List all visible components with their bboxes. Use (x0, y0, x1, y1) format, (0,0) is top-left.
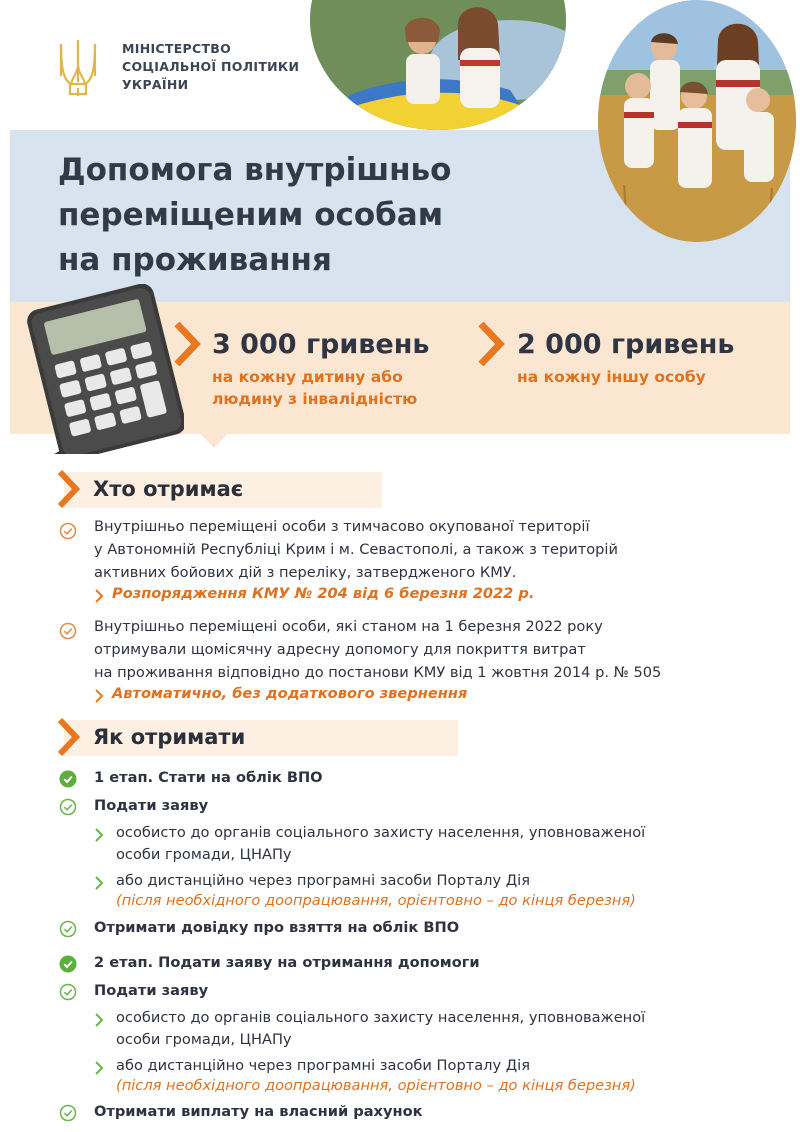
chevron-right-icon (94, 828, 104, 842)
stage-2-apply: Подати заяву (94, 982, 209, 999)
page-title (58, 148, 451, 283)
amount-children-value: 3 000 гривень (212, 329, 430, 360)
chevron-right-icon (94, 589, 104, 603)
check-circle-filled-icon (59, 955, 77, 973)
amount-others-value: 2 000 гривень (517, 329, 735, 360)
header (0, 0, 800, 300)
chevron-right-icon (94, 1013, 104, 1027)
check-circle-filled-icon (59, 770, 77, 788)
ministry-line-1: МІНІСТЕРСТВО (122, 41, 232, 56)
who-heading: Хто отримає (93, 477, 244, 501)
who-item-2-note: Автоматично, без додаткового звернення (112, 685, 468, 702)
stage-2-opt-1-line-2: особи громади, ЦНАПу (116, 1031, 292, 1048)
check-circle-outline-icon (59, 920, 77, 938)
stage-1-opt-2: або дистанційно через програмні засоби Порталу Дія (116, 872, 530, 889)
trident-logo (55, 36, 101, 100)
chevron-right-icon (94, 876, 104, 890)
who-item-1-note: Розпорядження КМУ № 204 від 6 березня 2022 р. (112, 585, 535, 602)
stage-1-opt-1-line-1: особисто до органів соціального захисту населення, уповноваженої (116, 824, 646, 841)
check-circle-outline-icon (59, 1104, 77, 1122)
ministry-line-3: УКРАЇНИ (122, 77, 189, 92)
title-line-2: переміщеним особам (58, 197, 444, 233)
stage-1-apply: Подати заяву (94, 797, 209, 814)
chevron-right-icon (94, 1061, 104, 1075)
check-circle-outline-icon (59, 622, 77, 640)
how-heading: Як отримати (93, 725, 246, 749)
stage-2-opt-2: або дистанційно через програмні засоби Порталу Дія (116, 1057, 530, 1074)
chevron-right-icon (172, 320, 202, 368)
who-item-1-line-1: Внутрішньо переміщені особи з тимчасово окупованої території (94, 518, 590, 535)
stage-1-title: 1 етап. Стати на облік ВПО (94, 769, 323, 786)
chevron-right-icon (94, 689, 104, 703)
who-item-1-line-2: у Автономній Республіці Крим і м. Севастополі, а також з територій (94, 541, 618, 558)
chevron-right-icon (476, 320, 506, 368)
stage-1-final: Отримати довідку про взяття на облік ВПО (94, 919, 460, 936)
who-item-2-line-2: отримували щомісячну адресну допомогу для покриття витрат (94, 641, 586, 658)
amount-children-desc-1: на кожну дитину або (212, 368, 403, 386)
check-circle-outline-icon (59, 798, 77, 816)
chevron-right-icon (56, 468, 82, 510)
check-circle-outline-icon (59, 983, 77, 1001)
amount-children-desc-2: людину з інвалідністю (212, 390, 418, 408)
chevron-right-icon (56, 716, 82, 758)
ministry-line-2: СОЦІАЛЬНОЇ ПОЛІТИКИ (122, 59, 300, 74)
calculator-icon (14, 284, 184, 454)
stage-1-opt-1-line-2: особи громади, ЦНАПу (116, 846, 292, 863)
stage-1-opt-2-note: (після необхідного доопрацювання, орієнтовно – до кінця березня) (116, 892, 636, 909)
who-item-2-line-3: на проживання відповідно до постанови КМУ від 1 жовтня 2014 р. № 505 (94, 664, 662, 681)
amount-children (212, 329, 429, 410)
stage-2-title: 2 етап. Подати заяву на отримання допомоги (94, 954, 480, 971)
photo-family-wheat (598, 0, 796, 242)
who-item-2-line-1: Внутрішньо переміщені особи, які станом на 1 березня 2022 року (94, 618, 603, 635)
check-circle-outline-icon (59, 522, 77, 540)
stage-2-final: Отримати виплату на власний рахунок (94, 1103, 423, 1120)
amount-others (517, 329, 734, 388)
who-item-1-line-3: активних бойових дій з переліку, затвердженого КМУ. (94, 564, 517, 581)
title-line-3: на проживання (58, 242, 332, 278)
ministry-name (122, 40, 299, 94)
stage-2-opt-2-note: (після необхідного доопрацювання, орієнтовно – до кінця березня) (116, 1077, 636, 1094)
title-line-1: Допомога внутрішньо (58, 152, 452, 188)
amount-others-desc-1: на кожну іншу особу (517, 368, 706, 386)
stage-2-opt-1-line-1: особисто до органів соціального захисту населення, уповноваженої (116, 1009, 646, 1026)
